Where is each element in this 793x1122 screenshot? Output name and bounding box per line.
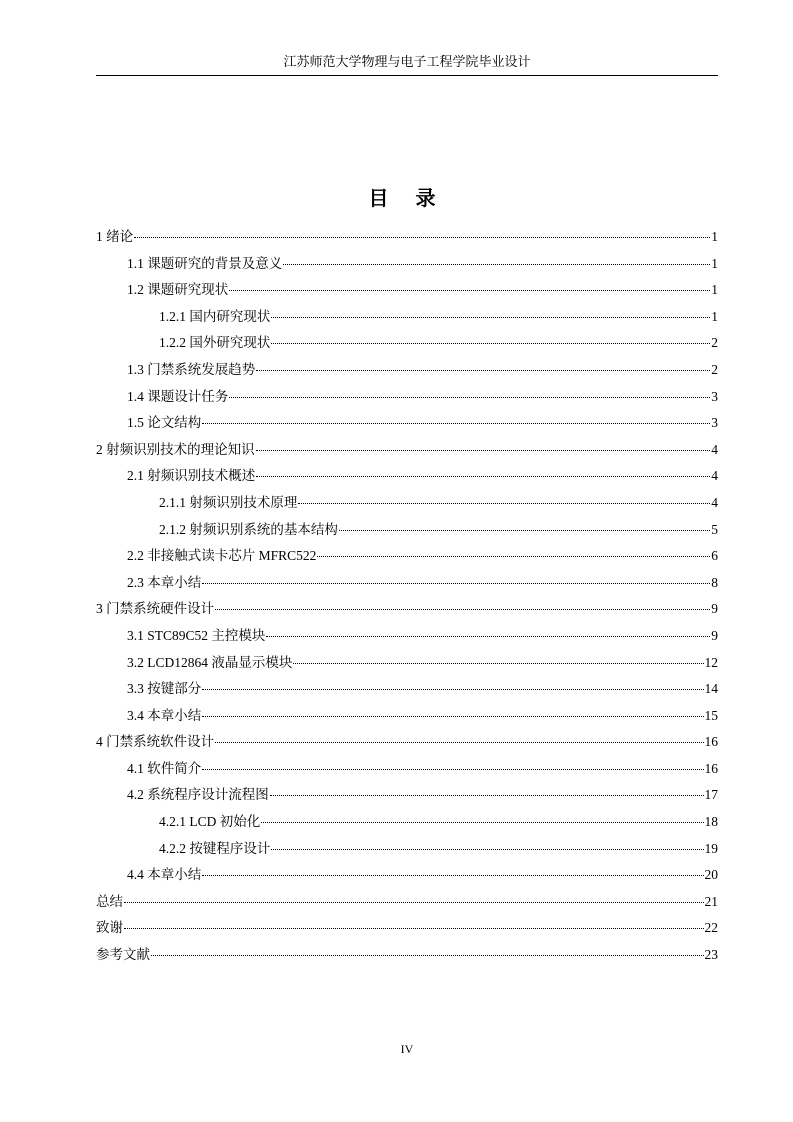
toc-entry-label: 致谢 [96,920,123,936]
toc-dot-leader [256,370,710,371]
toc-entry[interactable] [96,385,718,412]
toc-entry[interactable] [96,757,718,784]
toc-entry-label: 3.4 本章小结 [127,707,202,723]
toc-entry-label: 2.3 本章小结 [127,574,202,590]
toc-entry-page-number: 22 [704,920,718,936]
toc-entry-label: 1.4 课题设计任务 [127,388,229,404]
toc-entry[interactable] [96,837,718,864]
toc-entry[interactable] [96,278,718,305]
toc-entry-page-number: 8 [711,574,718,590]
toc-entry[interactable] [96,890,718,917]
toc-entry-label: 4.2.1 LCD 初始化 [159,814,261,830]
toc-dot-leader [256,450,711,451]
toc-entry[interactable] [96,943,718,970]
toc-dot-leader [229,290,710,291]
toc-dot-leader [283,264,710,265]
toc-entry[interactable] [96,571,718,598]
toc-entry-label: 4.2 系统程序设计流程图 [127,787,269,803]
toc-dot-leader [298,503,710,504]
toc-entry-label: 4.4 本章小结 [127,867,202,883]
toc-dot-leader [202,716,703,717]
toc-entry-page-number: 4 [711,468,718,484]
toc-entry-label: 3.3 按键部分 [127,681,202,697]
toc-entry-page-number: 1 [711,229,718,244]
toc-dot-leader [202,583,710,584]
toc-entry-label: 3 门禁系统硬件设计 [96,601,215,617]
toc-entry-page-number: 18 [704,814,718,830]
toc-entry[interactable] [96,464,718,491]
toc-dot-leader [270,795,704,796]
toc-entry[interactable] [96,704,718,731]
toc-entry-label: 1.2 课题研究现状 [127,282,229,298]
toc-entry-page-number: 9 [711,601,718,617]
toc-dot-leader [202,769,703,770]
toc-dot-leader [339,530,710,531]
toc-entry[interactable] [96,677,718,704]
toc-entry-label: 4.1 软件简介 [127,760,202,776]
toc-entry-label: 2.1.1 射频识别技术原理 [159,494,298,510]
toc-entry[interactable] [96,651,718,678]
toc-entry-label: 1.5 论文结构 [127,415,202,431]
toc-entry-label: 4 门禁系统软件设计 [96,734,215,750]
toc-entry[interactable] [96,438,718,465]
toc-entry-page-number: 12 [704,654,718,670]
toc-entry-page-number: 19 [704,840,718,856]
table-of-contents [96,225,718,970]
toc-entry[interactable] [96,358,718,385]
toc-entry[interactable] [96,491,718,518]
toc-entry-page-number: 2 [711,361,718,377]
toc-entry-page-number: 1 [711,282,718,298]
toc-dot-leader [271,317,710,318]
toc-entry-page-number: 16 [704,760,718,776]
toc-entry-page-number: 4 [711,441,718,457]
toc-entry[interactable] [96,411,718,438]
toc-entry-page-number: 9 [711,627,718,643]
toc-entry-label: 3.1 STC89C52 主控模块 [127,627,266,643]
toc-dot-leader [271,849,703,850]
toc-entry-page-number: 23 [704,947,718,963]
toc-entry-page-number: 6 [711,548,718,564]
toc-dot-leader [271,343,710,344]
toc-entry-page-number: 1 [711,308,718,324]
toc-entry-label: 参考文献 [96,947,150,963]
toc-entry-label: 总结 [96,893,123,909]
toc-dot-leader [261,822,703,823]
toc-entry[interactable] [96,916,718,943]
toc-entry-page-number: 21 [704,893,718,909]
toc-entry[interactable] [96,730,718,757]
toc-entry-label: 4.2.2 按键程序设计 [159,840,271,856]
toc-entry[interactable] [96,783,718,810]
toc-dot-leader [215,609,710,610]
toc-entry-label: 1.2.2 国外研究现状 [159,335,271,351]
toc-entry-page-number: 4 [711,494,718,510]
toc-dot-leader [215,742,703,743]
toc-dot-leader [124,928,704,929]
toc-entry-label: 2.2 非接触式读卡芯片 MFRC522 [127,548,317,564]
toc-entry-page-number: 3 [711,388,718,404]
toc-dot-leader [317,556,710,557]
toc-entry-page-number: 17 [704,787,718,803]
toc-entry[interactable] [96,810,718,837]
header-rule [96,75,718,76]
toc-entry-page-number: 16 [704,734,718,750]
toc-entry-label: 3.2 LCD12864 液晶显示模块 [127,654,293,670]
toc-entry[interactable] [96,225,718,252]
toc-entry[interactable] [96,252,718,279]
toc-entry[interactable] [96,305,718,332]
toc-dot-leader [202,875,703,876]
toc-entry-page-number: 15 [704,707,718,723]
toc-entry[interactable] [96,597,718,624]
running-header: 江苏师范大学物理与电子工程学院毕业设计 [283,54,531,69]
toc-dot-leader [229,397,710,398]
toc-entry-page-number: 1 [711,255,718,271]
toc-entry-label: 1.1 课题研究的背景及意义 [127,255,283,271]
toc-dot-leader [151,955,704,956]
toc-dot-leader [293,663,703,664]
toc-entry[interactable] [96,331,718,358]
toc-entry[interactable] [96,863,718,890]
toc-entry[interactable] [96,518,718,545]
toc-entry-page-number: 5 [711,521,718,537]
toc-dot-leader [266,636,710,637]
toc-entry-label: 2.1 射频识别技术概述 [127,468,256,484]
toc-entry-page-number: 2 [711,335,718,351]
toc-dot-leader [134,237,710,238]
toc-dot-leader [124,902,704,903]
toc-dot-leader [256,476,710,477]
toc-entry-label: 1 绪论 [96,229,134,244]
toc-entry-page-number: 20 [704,867,718,883]
toc-entry-label: 1.2.1 国内研究现状 [159,308,271,324]
toc-dot-leader [202,689,703,690]
page-number: IV [400,1042,414,1056]
toc-entry[interactable] [96,624,718,651]
toc-entry[interactable] [96,544,718,571]
toc-entry-label: 1.3 门禁系统发展趋势 [127,361,256,377]
toc-entry-page-number: 3 [711,415,718,431]
toc-dot-leader [202,423,710,424]
toc-entry-page-number: 14 [704,681,718,697]
page-title: 目 录 [368,186,446,210]
toc-entry-label: 2.1.2 射频识别系统的基本结构 [159,521,338,537]
toc-entry-label: 2 射频识别技术的理论知识 [96,441,255,457]
